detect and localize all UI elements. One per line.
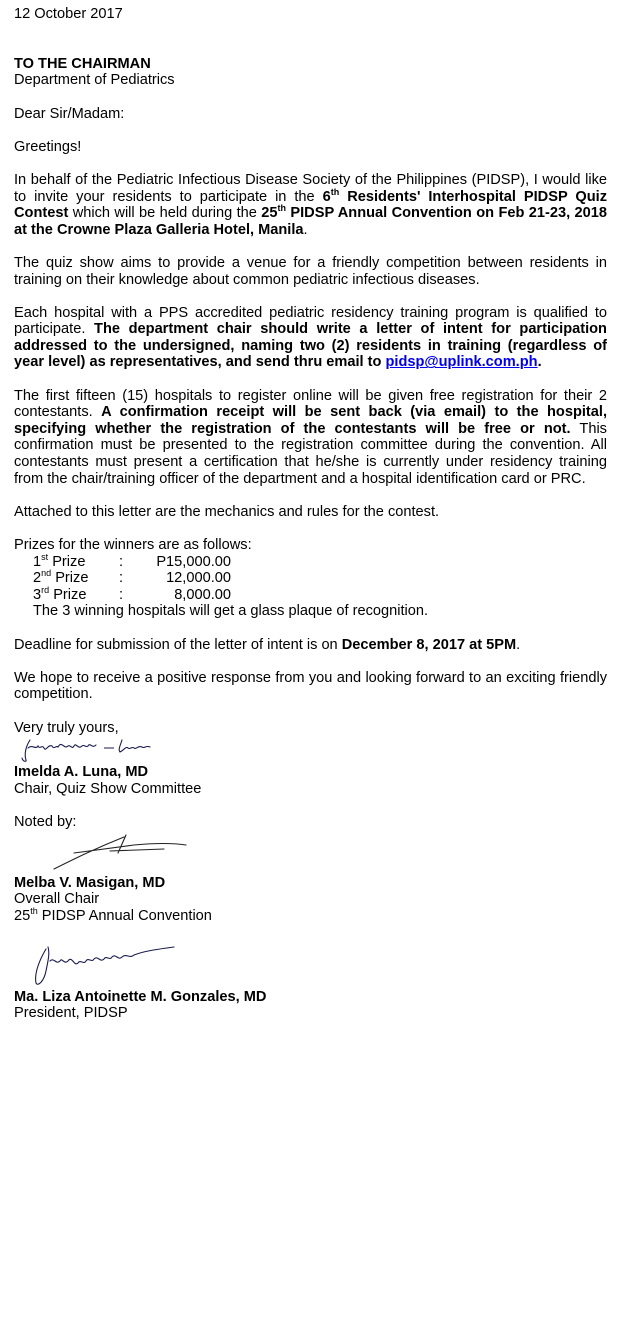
signatory-organization: 25th PIDSP Annual Convention [14, 905, 212, 924]
paragraph-eligibility: Each hospital with a PPS accredited pediatric residency training program is qualified to participate. The department chair should write a letter of intent for participation addressed to the undersigned, naming two (2) residents in training (regardless of year level) as representatives, and send thru email to pidsp@uplink.com.ph. [14, 304, 607, 371]
paragraph-attachment: Attached to this letter are the mechanics and rules for the contest. [14, 503, 440, 520]
paragraph-registration: The first fifteen (15) hospitals to register online will be given free registration for their 2 contestants. A confirmation receipt will be sent back (via email) to the hospital, specifying whether the registration of the contestants will be free or not. This confirmation must be presented to the registration committee during the convention. All contestants must present a certification that he/she is currently under residency training from the chair/training officer of the department and a hospital identification card or PRC. [14, 387, 608, 487]
recipient-department: Department of Pediatrics [14, 72, 175, 89]
email-link[interactable]: pidsp@uplink.com.ph [385, 354, 538, 371]
paragraph-invitation: In behalf of the Pediatric Infectious Disease Society of the Philippines (PIDSP), I would like to invite your residents to participate in the 6th Residents' Interhospital PIDSP Quiz Contest which will be held during the 25th PIDSP Annual Convention on Feb 21-23, 2018 at the Crowne Plaza Galleria Hotel, Manila. [14, 171, 607, 238]
signatory-name: Melba V. Masigan, MD [14, 874, 166, 891]
salutation: Dear Sir/Madam: [14, 105, 125, 122]
signature-masigan [14, 831, 204, 875]
prize-row-1: 1st Prize : P15,000.00 [33, 551, 231, 570]
prizes-note: The 3 winning hospitals will get a glass plaque of recognition. [33, 603, 429, 620]
signatory-position: Overall Chair [14, 891, 100, 908]
noted-by-label: Noted by: [14, 813, 77, 830]
signatory-position: Chair, Quiz Show Committee [14, 780, 202, 797]
letter-body [14, 6, 607, 1022]
paragraph-closing-hope: We hope to receive a positive response from you and looking forward to an exciting friendly competition. [14, 669, 607, 703]
prize-row-2: 2nd Prize : 12,000.00 [33, 568, 231, 587]
prizes-intro: Prizes for the winners are as follows: [14, 537, 252, 553]
paragraph-quiz-aim: The quiz show aims to provide a venue for a friendly competition between residents in training on their knowledge about common pediatric infectious diseases. [14, 254, 607, 288]
prize-row-3: 3rd Prize : 8,000.00 [33, 584, 231, 603]
letter-date: 12 October 2017 [14, 6, 123, 22]
paragraph-deadline: Deadline for submission of the letter of intent is on December 8, 2017 at 5PM. [14, 636, 521, 653]
signature-luna [14, 736, 164, 764]
signatory-name: Ma. Liza Antoinette M. Gonzales, MD [14, 988, 267, 1005]
greeting: Greetings! [14, 138, 82, 155]
recipient-title: TO THE CHAIRMAN [14, 55, 151, 72]
signatory-position: President, PIDSP [14, 1005, 128, 1022]
signature-gonzales [14, 941, 194, 989]
signatory-name: Imelda A. Luna, MD [14, 764, 149, 781]
closing-phrase: Very truly yours, [14, 719, 119, 736]
